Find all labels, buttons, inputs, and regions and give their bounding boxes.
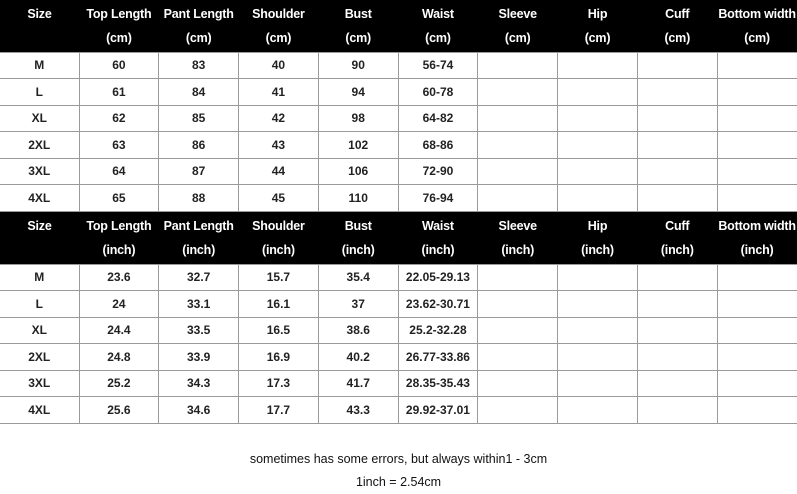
measurement-cell: 94 <box>318 79 398 106</box>
measurement-cell <box>637 52 717 79</box>
size-cell: 2XL <box>0 344 79 371</box>
measurement-cell: 33.1 <box>159 291 239 318</box>
header-bust: Bust <box>318 0 398 26</box>
measurement-cell: 64-82 <box>398 105 478 132</box>
measurement-cell <box>637 79 717 106</box>
measurement-cell <box>478 158 558 185</box>
table-row <box>0 264 797 291</box>
header-size: Size <box>0 212 79 238</box>
table-row <box>0 185 797 212</box>
measurement-cell <box>717 291 797 318</box>
header-waist: Waist <box>398 212 478 238</box>
measurement-cell <box>558 291 638 318</box>
measurement-cell <box>558 370 638 397</box>
table-row <box>0 158 797 185</box>
size-cell: 3XL <box>0 370 79 397</box>
measurement-cell <box>558 105 638 132</box>
measurement-cell: 16.5 <box>239 317 319 344</box>
measurement-cell: 22.05-29.13 <box>398 264 478 291</box>
cm-table-body <box>0 52 797 211</box>
inch-header-row <box>0 212 797 238</box>
measurement-cell <box>478 52 558 79</box>
measurement-cell: 17.3 <box>239 370 319 397</box>
measurement-cell <box>558 79 638 106</box>
measurement-cell: 41.7 <box>318 370 398 397</box>
measurement-cell: 110 <box>318 185 398 212</box>
header-shoulder: Shoulder <box>239 0 319 26</box>
measurement-cell <box>478 370 558 397</box>
measurement-cell: 64 <box>79 158 159 185</box>
header-sleeve: Sleeve <box>478 212 558 238</box>
size-chart-cm-table <box>0 0 797 212</box>
measurement-cell: 98 <box>318 105 398 132</box>
measurement-cell <box>717 264 797 291</box>
size-cell: 2XL <box>0 132 79 159</box>
measurement-cell: 86 <box>159 132 239 159</box>
unit-cell-blank <box>0 26 79 52</box>
measurement-cell: 24.4 <box>79 317 159 344</box>
measurement-cell <box>637 132 717 159</box>
measurement-cell: 34.6 <box>159 397 239 424</box>
size-cell: XL <box>0 317 79 344</box>
table-row <box>0 397 797 424</box>
header-hip: Hip <box>558 0 638 26</box>
measurement-cell: 33.5 <box>159 317 239 344</box>
measurement-cell: 25.6 <box>79 397 159 424</box>
table-row <box>0 105 797 132</box>
measurement-cell <box>478 264 558 291</box>
header-sleeve: Sleeve <box>478 0 558 26</box>
measurement-cell: 37 <box>318 291 398 318</box>
header-hip: Hip <box>558 212 638 238</box>
unit-cell: (cm) <box>159 26 239 52</box>
measurement-cell <box>478 291 558 318</box>
measurement-cell: 32.7 <box>159 264 239 291</box>
measurement-cell: 106 <box>318 158 398 185</box>
measurement-cell: 61 <box>79 79 159 106</box>
size-cell: L <box>0 79 79 106</box>
measurement-cell <box>717 158 797 185</box>
measurement-cell: 28.35-35.43 <box>398 370 478 397</box>
unit-cell: (inch) <box>318 238 398 264</box>
measurement-cell: 76-94 <box>398 185 478 212</box>
header-top-length: Top Length <box>79 212 159 238</box>
measurement-cell <box>478 79 558 106</box>
measurement-cell <box>717 105 797 132</box>
measurement-cell: 44 <box>239 158 319 185</box>
measurement-cell <box>558 397 638 424</box>
size-cell: M <box>0 52 79 79</box>
measurement-cell: 29.92-37.01 <box>398 397 478 424</box>
measurement-cell: 26.77-33.86 <box>398 344 478 371</box>
measurement-cell <box>637 370 717 397</box>
inch-table-body <box>0 264 797 423</box>
measurement-cell: 56-74 <box>398 52 478 79</box>
measurement-cell: 23.6 <box>79 264 159 291</box>
measurement-cell: 72-90 <box>398 158 478 185</box>
measurement-cell: 16.1 <box>239 291 319 318</box>
unit-cell: (cm) <box>717 26 797 52</box>
header-waist: Waist <box>398 0 478 26</box>
measurement-cell: 35.4 <box>318 264 398 291</box>
inch-unit-row <box>0 238 797 264</box>
measurement-cell: 65 <box>79 185 159 212</box>
unit-cell: (inch) <box>79 238 159 264</box>
table-row <box>0 52 797 79</box>
table-row <box>0 370 797 397</box>
measurement-cell: 41 <box>239 79 319 106</box>
measurement-cell <box>637 291 717 318</box>
size-cell: L <box>0 291 79 318</box>
measurement-cell <box>558 317 638 344</box>
header-bust: Bust <box>318 212 398 238</box>
measurement-cell <box>478 185 558 212</box>
table-row <box>0 344 797 371</box>
size-cell: 3XL <box>0 158 79 185</box>
measurement-cell: 24.8 <box>79 344 159 371</box>
unit-cell: (inch) <box>159 238 239 264</box>
table-row <box>0 317 797 344</box>
measurement-cell: 88 <box>159 185 239 212</box>
size-cell: 4XL <box>0 185 79 212</box>
measurement-cell: 87 <box>159 158 239 185</box>
unit-cell: (cm) <box>478 26 558 52</box>
unit-cell: (inch) <box>398 238 478 264</box>
measurement-cell: 84 <box>159 79 239 106</box>
measurement-cell: 43.3 <box>318 397 398 424</box>
measurement-cell: 23.62-30.71 <box>398 291 478 318</box>
size-cell: M <box>0 264 79 291</box>
measurement-cell <box>478 344 558 371</box>
measurement-cell: 40 <box>239 52 319 79</box>
measurement-cell <box>717 185 797 212</box>
measurement-cell <box>717 344 797 371</box>
measurement-cell <box>717 132 797 159</box>
measurement-cell <box>637 105 717 132</box>
measurement-cell <box>637 317 717 344</box>
measurement-cell: 60 <box>79 52 159 79</box>
cm-unit-row <box>0 26 797 52</box>
header-bottom-width: Bottom width <box>717 0 797 26</box>
measurement-cell: 17.7 <box>239 397 319 424</box>
header-cuff: Cuff <box>637 0 717 26</box>
header-bottom-width: Bottom width <box>717 212 797 238</box>
measurement-cell: 83 <box>159 52 239 79</box>
unit-cell: (cm) <box>558 26 638 52</box>
measurement-cell <box>637 185 717 212</box>
measurement-cell <box>637 158 717 185</box>
measurement-cell: 60-78 <box>398 79 478 106</box>
header-shoulder: Shoulder <box>239 212 319 238</box>
unit-cell-blank <box>0 238 79 264</box>
measurement-cell <box>478 132 558 159</box>
table-row <box>0 79 797 106</box>
unit-conversion-note: 1inch = 2.54cm <box>355 475 442 489</box>
measurement-cell <box>558 52 638 79</box>
measurement-cell <box>637 264 717 291</box>
measurement-cell: 25.2 <box>79 370 159 397</box>
unit-cell: (cm) <box>318 26 398 52</box>
measurement-cell <box>558 344 638 371</box>
measurement-cell: 24 <box>79 291 159 318</box>
measurement-cell: 68-86 <box>398 132 478 159</box>
measurement-cell <box>717 52 797 79</box>
measurement-cell: 102 <box>318 132 398 159</box>
measurement-error-note: sometimes has some errors, but always within1 - 3cm <box>249 452 548 466</box>
header-size: Size <box>0 0 79 26</box>
header-pant-length: Pant Length <box>159 212 239 238</box>
measurement-cell: 63 <box>79 132 159 159</box>
unit-cell: (inch) <box>558 238 638 264</box>
measurement-cell <box>478 397 558 424</box>
measurement-cell: 25.2-32.28 <box>398 317 478 344</box>
measurement-cell <box>558 132 638 159</box>
measurement-cell: 62 <box>79 105 159 132</box>
measurement-cell <box>717 79 797 106</box>
measurement-cell: 42 <box>239 105 319 132</box>
size-chart-inch-table <box>0 212 797 424</box>
unit-cell: (inch) <box>717 238 797 264</box>
unit-cell: (inch) <box>637 238 717 264</box>
unit-cell: (cm) <box>79 26 159 52</box>
measurement-cell: 15.7 <box>239 264 319 291</box>
table-row <box>0 132 797 159</box>
unit-cell: (cm) <box>637 26 717 52</box>
measurement-cell: 38.6 <box>318 317 398 344</box>
measurement-cell: 16.9 <box>239 344 319 371</box>
measurement-cell <box>558 185 638 212</box>
measurement-cell <box>558 264 638 291</box>
unit-cell: (inch) <box>239 238 319 264</box>
measurement-cell <box>478 317 558 344</box>
measurement-cell <box>717 317 797 344</box>
measurement-cell <box>637 397 717 424</box>
size-cell: XL <box>0 105 79 132</box>
header-pant-length: Pant Length <box>159 0 239 26</box>
measurement-cell: 43 <box>239 132 319 159</box>
unit-cell: (inch) <box>478 238 558 264</box>
measurement-cell <box>717 370 797 397</box>
measurement-cell: 34.3 <box>159 370 239 397</box>
header-top-length: Top Length <box>79 0 159 26</box>
unit-cell: (cm) <box>398 26 478 52</box>
unit-cell: (cm) <box>239 26 319 52</box>
measurement-cell: 33.9 <box>159 344 239 371</box>
header-cuff: Cuff <box>637 212 717 238</box>
measurement-cell: 45 <box>239 185 319 212</box>
measurement-cell <box>558 158 638 185</box>
cm-header-row <box>0 0 797 26</box>
measurement-cell <box>637 344 717 371</box>
measurement-cell: 85 <box>159 105 239 132</box>
measurement-cell <box>717 397 797 424</box>
measurement-cell: 90 <box>318 52 398 79</box>
measurement-cell <box>478 105 558 132</box>
size-cell: 4XL <box>0 397 79 424</box>
table-row <box>0 291 797 318</box>
measurement-cell: 40.2 <box>318 344 398 371</box>
